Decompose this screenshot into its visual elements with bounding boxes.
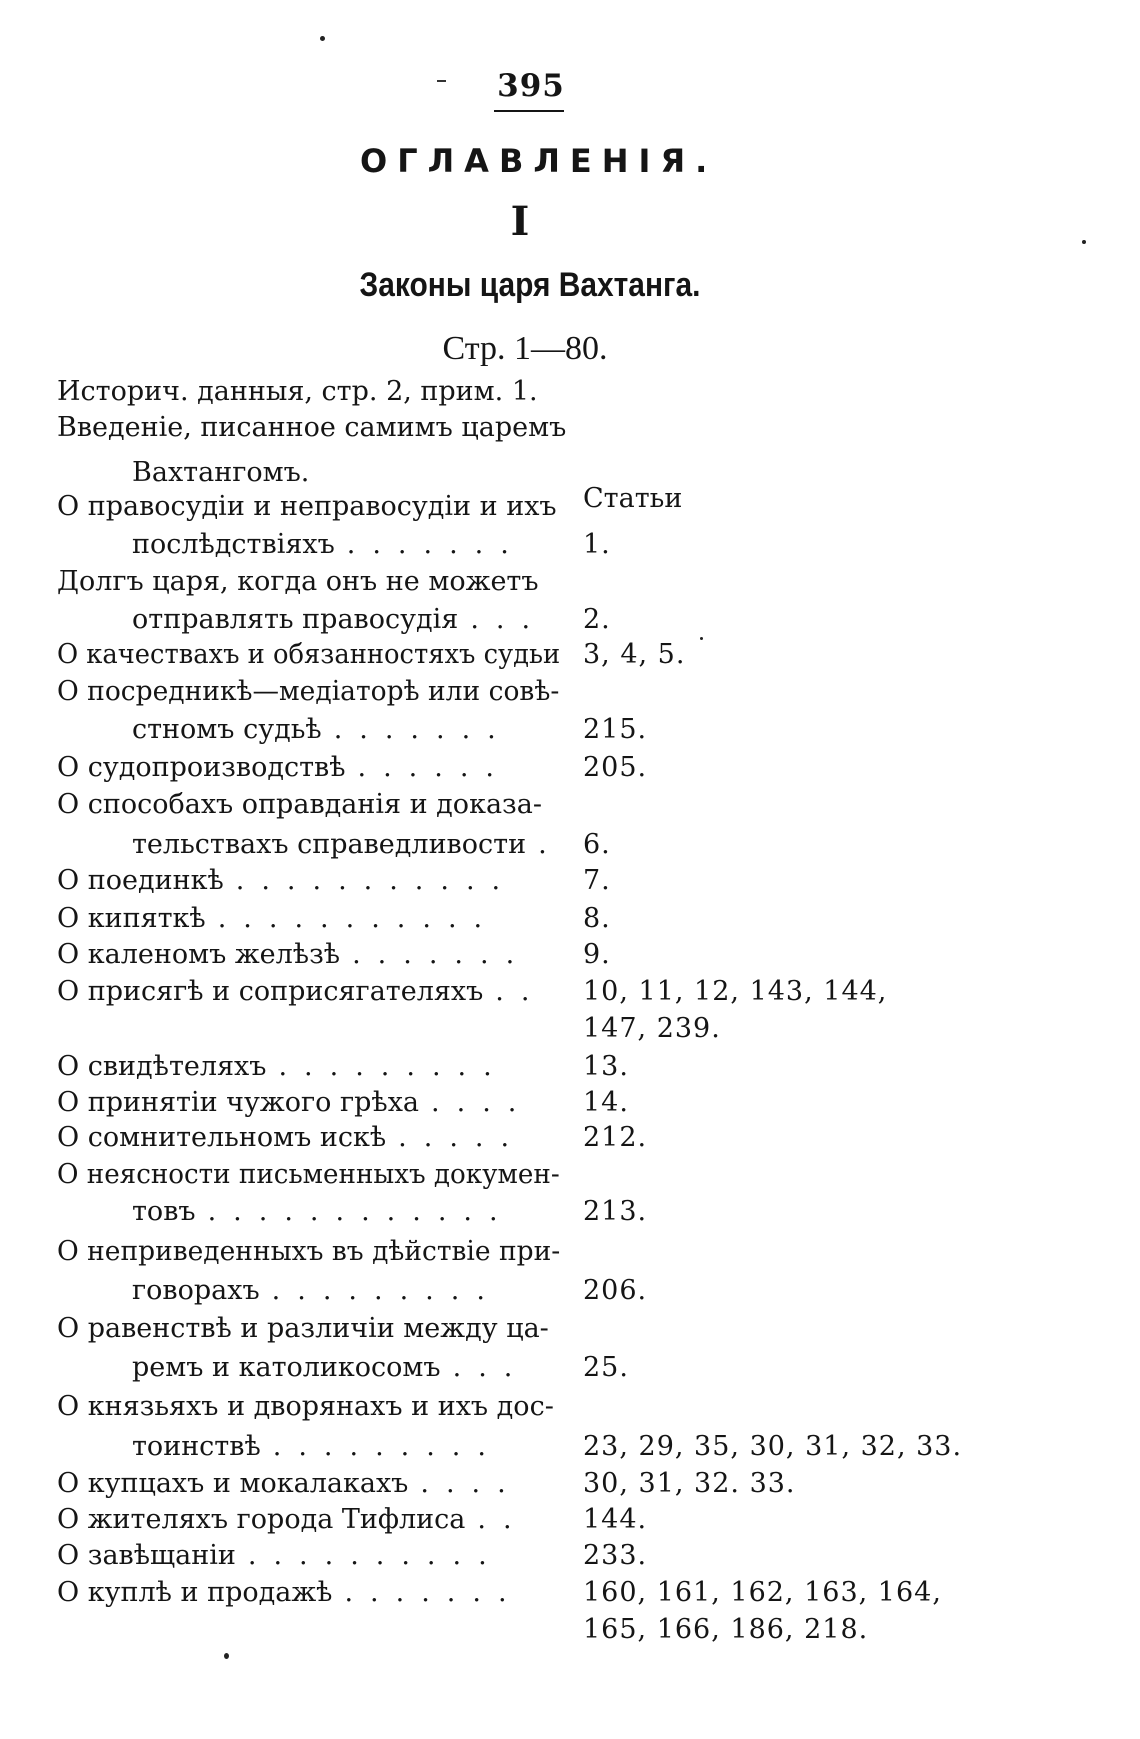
toc-entry-title: товъ bbox=[132, 1196, 196, 1227]
print-speck bbox=[700, 637, 703, 640]
toc-entry-title: О купцахъ и мокалакахъ bbox=[57, 1468, 409, 1499]
toc-entry-title: Введеніе, писанное самимъ царемъ bbox=[57, 412, 567, 443]
article-numbers: 206. bbox=[583, 1275, 648, 1306]
toc-entry-title: тоинствѣ bbox=[132, 1431, 261, 1462]
leader-dots: ...... bbox=[357, 752, 511, 783]
article-numbers: 233. bbox=[583, 1540, 648, 1571]
toc-entry-title: О сомнительномъ искѣ bbox=[57, 1122, 387, 1153]
article-numbers: 9. bbox=[583, 939, 611, 970]
article-numbers: 6. bbox=[583, 829, 611, 860]
toc-entry-title: говорахъ bbox=[132, 1275, 260, 1306]
article-numbers: 25. bbox=[583, 1352, 629, 1383]
leader-dots: ..... bbox=[398, 1122, 527, 1153]
leader-dots: .. bbox=[477, 1504, 529, 1535]
article-numbers: 2. bbox=[583, 604, 611, 635]
leader-dots: ......... bbox=[278, 1051, 509, 1082]
article-numbers: 147, 239. bbox=[583, 1013, 721, 1044]
toc-entry-title: О куплѣ и продажѣ bbox=[57, 1577, 333, 1608]
article-numbers: 213. bbox=[583, 1196, 648, 1227]
article-numbers: 165, 166, 186, 218. bbox=[583, 1614, 869, 1645]
toc-entry-title: О князьяхъ и дворянахъ и ихъ дос- bbox=[57, 1391, 554, 1422]
leader-dots: ....... bbox=[344, 1577, 524, 1608]
toc-entry-title: О неясности письменныхъ докумен- bbox=[57, 1159, 560, 1190]
leader-dots: ... bbox=[452, 1352, 530, 1383]
toc-entry-title: О качествахъ и обязанностяхъ судьи bbox=[57, 639, 561, 670]
toc-entry-title: Вахтангомъ. bbox=[132, 457, 310, 488]
toc-entry-title: Историч. данныя, стр. 2, прим. 1. bbox=[57, 376, 538, 407]
print-speck bbox=[1082, 240, 1086, 244]
toc-entry-title: О посредникѣ—медіаторѣ или совѣ- bbox=[57, 676, 560, 707]
article-numbers: 13. bbox=[583, 1051, 629, 1082]
leader-dots: ....... bbox=[346, 529, 526, 560]
page-range: Стр. 1—80. bbox=[442, 330, 608, 367]
toc-entry-title: О присягѣ и соприсягателяхъ bbox=[57, 976, 484, 1007]
article-numbers: 14. bbox=[583, 1087, 629, 1118]
leader-dots: ......... bbox=[272, 1431, 503, 1462]
section-title: Законы царя Вахтанга. bbox=[359, 266, 701, 304]
toc-entry-title: О способахъ оправданія и доказа- bbox=[57, 789, 542, 820]
leader-dots: . bbox=[538, 829, 564, 860]
leader-dots: .. bbox=[495, 976, 547, 1007]
page-number: 395 bbox=[497, 68, 565, 104]
toc-entry-title: О свидѣтеляхъ bbox=[57, 1051, 267, 1082]
toc-entry-title: О судопроизводствѣ bbox=[57, 752, 346, 783]
article-numbers: 212. bbox=[583, 1122, 648, 1153]
toc-entry-title: О правосудіи и неправосудіи и ихъ bbox=[57, 491, 557, 522]
toc-entry-title: послѣдствіяхъ bbox=[132, 529, 335, 560]
article-numbers: 205. bbox=[583, 752, 648, 783]
toc-entry-title: О завѣщаніи bbox=[57, 1540, 236, 1571]
article-numbers: 144. bbox=[583, 1504, 648, 1535]
article-numbers: 30, 31, 32. 33. bbox=[583, 1468, 796, 1499]
article-numbers: 10, 11, 12, 143, 144, bbox=[583, 976, 888, 1007]
toc-entry-title: ремъ и католикосомъ bbox=[132, 1352, 441, 1383]
article-numbers: 1. bbox=[583, 529, 611, 560]
page-heading: ОГЛАВЛЕНІЯ. bbox=[360, 142, 718, 180]
article-numbers: 3, 4, 5. bbox=[583, 639, 686, 670]
toc-entry-title: О равенствѣ и различіи между ца- bbox=[57, 1313, 549, 1344]
article-numbers: 23, 29, 35, 30, 31, 32, 33. bbox=[583, 1431, 963, 1462]
article-numbers: 215. bbox=[583, 714, 648, 745]
print-speck bbox=[320, 36, 325, 41]
toc-entry-title: О принятіи чужого грѣха bbox=[57, 1087, 420, 1118]
toc-entry-title: стномъ судьѣ bbox=[132, 714, 322, 745]
leader-dots: .... bbox=[431, 1087, 534, 1118]
toc-entry-title: О кипяткѣ bbox=[57, 903, 206, 934]
toc-entry-title: О поединкѣ bbox=[57, 865, 224, 896]
articles-column-header: Статьи bbox=[583, 483, 683, 514]
toc-entry-title: О жителяхъ города Тифлиса bbox=[57, 1504, 466, 1535]
leader-dots: .......... bbox=[247, 1540, 504, 1571]
leader-dots: ........... bbox=[217, 903, 500, 934]
toc-entry-title: О неприведенныхъ въ дѣйствіе при- bbox=[57, 1236, 561, 1267]
toc-entry-title: Долгъ царя, когда онъ не можетъ bbox=[57, 566, 539, 597]
leader-dots: ........... bbox=[235, 865, 518, 896]
leader-dots: ... bbox=[470, 604, 548, 635]
leader-dots: ............ bbox=[207, 1196, 515, 1227]
toc-entry-title: отправлять правосудія bbox=[132, 604, 459, 635]
article-numbers: 8. bbox=[583, 903, 611, 934]
article-numbers: 7. bbox=[583, 865, 611, 896]
leader-dots: ......... bbox=[271, 1275, 502, 1306]
article-numbers: 160, 161, 162, 163, 164, bbox=[583, 1577, 942, 1608]
print-speck bbox=[224, 1653, 229, 1659]
leader-dots: ....... bbox=[352, 939, 532, 970]
toc-entry-title: О каленомъ желѣзѣ bbox=[57, 939, 341, 970]
leader-dots: ....... bbox=[333, 714, 513, 745]
toc-entry-title: тельствахъ справедливости bbox=[132, 829, 527, 860]
leader-dots: .... bbox=[420, 1468, 523, 1499]
section-numeral: I bbox=[510, 198, 530, 245]
